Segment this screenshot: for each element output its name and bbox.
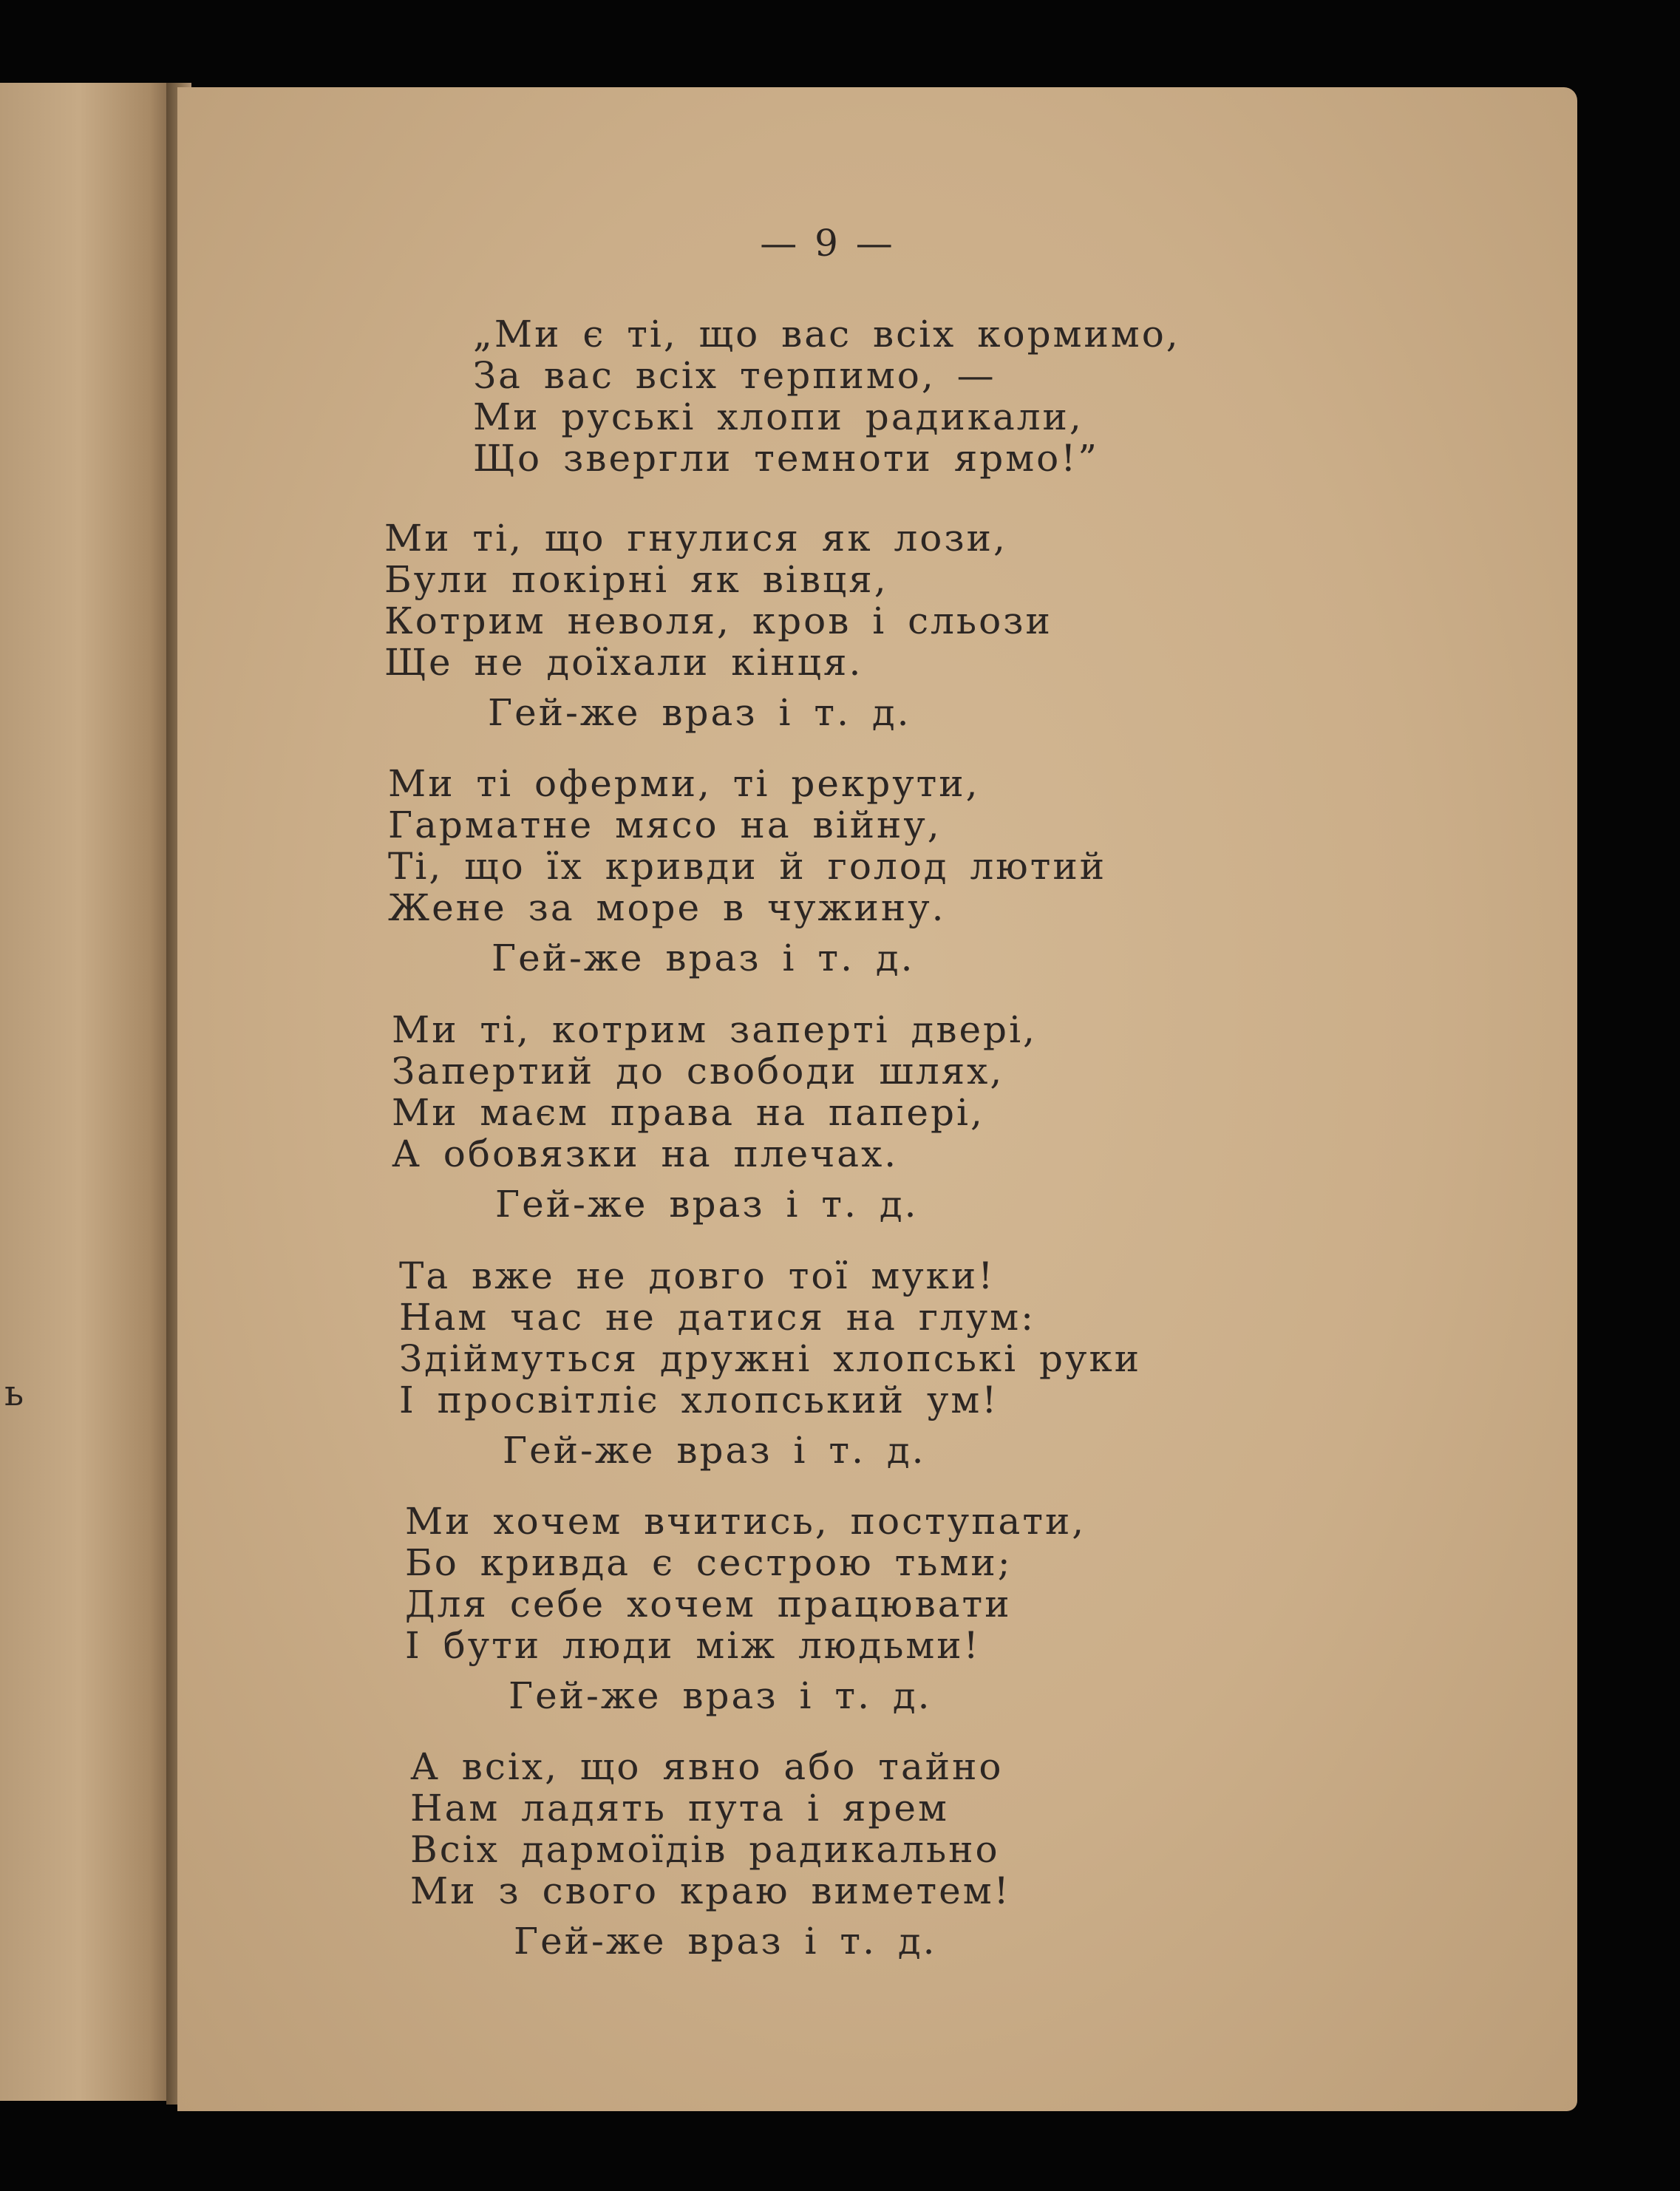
verse-line: Та вже не довго тої муки! — [399, 1254, 996, 1297]
verse-line: Ми ті оферми, ті рекрути, — [388, 762, 980, 805]
verse-line: Ми ті, що гнулися як лози, — [384, 517, 1007, 560]
verse-line: А всіх, що явно або тайно — [410, 1745, 1004, 1788]
verse-line: Ми руські хлопи радикали, — [473, 395, 1084, 438]
verse-line: Жене за море в чужину. — [388, 886, 946, 929]
left-page-text-fragment: ь — [4, 1373, 24, 1414]
refrain-line: Гей-же враз і т. д. — [503, 1429, 926, 1472]
verse-line: Були покірні як вівця, — [384, 558, 888, 601]
stanza-6 — [405, 1501, 1440, 1716]
verse-line: Нам час не датися на глум: — [399, 1296, 1035, 1339]
verse-line: Ще не доїхали кінця. — [384, 641, 863, 684]
verse-line: „Ми є ті, що вас всіх кормимо, — [473, 313, 1180, 356]
refrain-line: Гей-же враз і т. д. — [492, 937, 915, 979]
verse-line: Гарматне мясо на війну, — [388, 804, 942, 846]
verse-line: Ми з свого краю виметем! — [410, 1869, 1011, 1912]
verse-line: Ми хочем вчитись, поступати, — [405, 1500, 1086, 1543]
verse-line: Бо кривда є сестрою тьми; — [405, 1541, 1013, 1584]
stanza-1 — [473, 313, 1508, 479]
verse-line: Ми ті, котрим заперті двері, — [392, 1008, 1037, 1051]
verse-line: Що звергли темноти ярмо!” — [473, 437, 1099, 480]
refrain-line: Гей-же враз і т. д. — [488, 691, 911, 734]
stanza-3 — [388, 763, 1423, 979]
refrain-line: Гей-же враз і т. д. — [495, 1183, 919, 1226]
stanza-2 — [384, 517, 1419, 733]
verse-line: Для себе хочем працювати — [405, 1583, 1012, 1626]
left-page — [0, 83, 176, 2101]
verse-line: Здіймуться дружні хлопські руки — [399, 1337, 1142, 1380]
verse-line: За вас всіх терпимо, — — [473, 354, 996, 397]
stanza-7 — [410, 1746, 1445, 1962]
verse-line: Запертий до свободи шлях, — [392, 1050, 1004, 1093]
verse-line: Ті, що їх кривди й голод лютий — [388, 845, 1107, 888]
refrain-line: Гей-же враз і т. д. — [509, 1674, 932, 1717]
page-number: — 9 — — [760, 222, 896, 265]
verse-line: Ми маєм права на папері, — [392, 1091, 984, 1134]
verse-line: Всіх дармоїдів радикально — [410, 1828, 1000, 1871]
stanza-5 — [399, 1255, 1434, 1471]
refrain-line: Гей-же враз і т. д. — [514, 1920, 937, 1963]
verse-line: Нам ладять пута і ярем — [410, 1787, 949, 1830]
verse-line: І бути люди між людьми! — [405, 1624, 981, 1667]
verse-line: І просвітліє хлопський ум! — [399, 1379, 999, 1421]
verse-line: Котрим неволя, кров і сльози — [384, 599, 1052, 642]
verse-line: А обовязки на плечах. — [392, 1132, 899, 1175]
stanza-4 — [392, 1009, 1426, 1225]
